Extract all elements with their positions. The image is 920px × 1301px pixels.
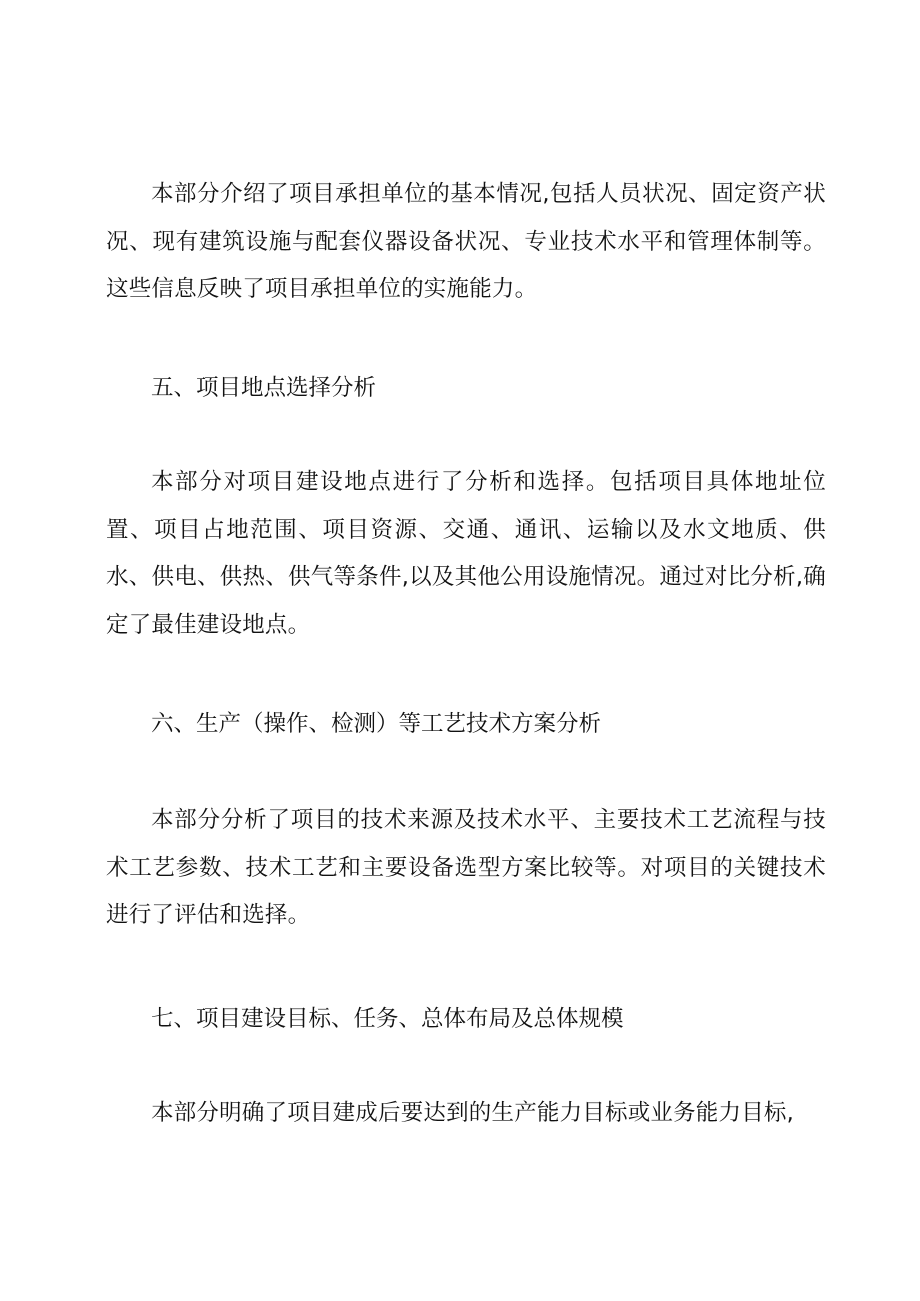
paragraph-construction-goals: 本部分明确了项目建成后要达到的生产能力目标或业务能力目标, (151, 1100, 794, 1126)
section-heading-5: 五、项目地点选择分析 (151, 375, 377, 401)
section-heading-6: 六、生产（操作、检测）等工艺技术方案分析 (151, 711, 602, 737)
paragraph-unit-overview: 本部分介绍了项目承担单位的基本情况,包括人员状况、固定资产状况、现有建筑设施与配套仪器设备状况、专业技术水平和管理体制等。这些信息反映了项目承担单位的实施能力。 (106, 181, 826, 302)
paragraph-site-selection: 本部分对项目建设地点进行了分析和选择。包括项目具体地址位置、项目占地范围、项目资源、交通、通讯、运输以及水文地质、供水、供电、供热、供气等条件,以及其他公用设施情况。通过对比分析,确定了最佳建设地点。 (106, 469, 826, 638)
paragraph-technology-analysis: 本部分分析了项目的技术来源及技术水平、主要技术工艺流程与技术工艺参数、技术工艺和主要设备选型方案比较等。对项目的关键技术进行了评估和选择。 (106, 807, 826, 928)
section-heading-7: 七、项目建设目标、任务、总体布局及总体规模 (151, 1006, 624, 1032)
